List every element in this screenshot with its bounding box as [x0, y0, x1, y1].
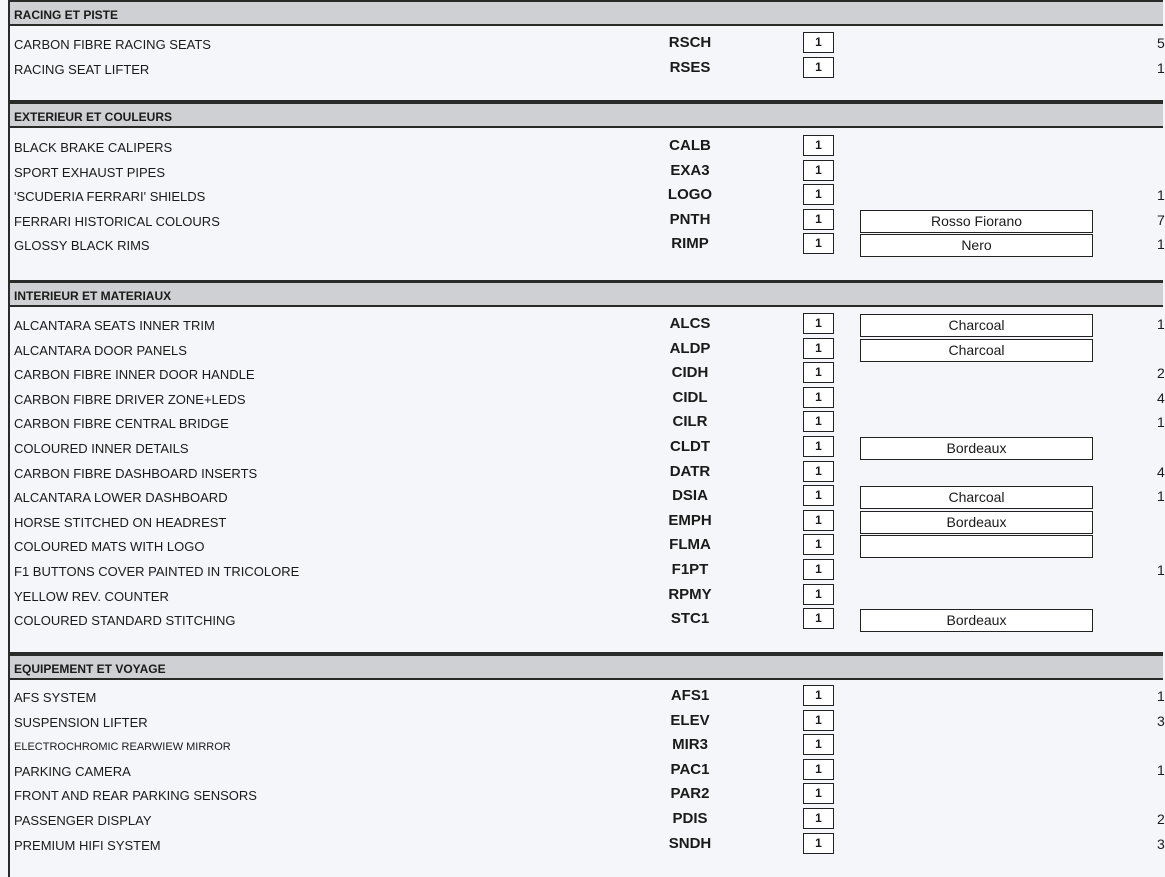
option-code: DSIA — [672, 487, 708, 505]
option-code: FLMA — [669, 536, 711, 554]
option-row — [10, 135, 1163, 159]
option-price: 2 — [1157, 365, 1165, 382]
option-row — [10, 734, 1163, 758]
option-code: EMPH — [668, 511, 712, 529]
option-description: CARBON FIBRE DASHBOARD INSERTS — [14, 465, 258, 481]
option-description: PREMIUM HIFI SYSTEM — [14, 837, 161, 853]
quantity-box: 1 — [803, 559, 834, 580]
section-header: INTERIEUR ET MATERIAUX — [10, 281, 1163, 307]
option-description: RACING SEAT LIFTER — [14, 61, 150, 77]
option-colour-box: Nero — [860, 234, 1093, 257]
quantity-box: 1 — [803, 184, 834, 205]
quantity-box: 1 — [803, 510, 834, 531]
quantity-box: 1 — [803, 313, 834, 334]
option-code: EXA3 — [670, 161, 710, 179]
option-row — [10, 608, 1163, 632]
option-row — [10, 338, 1163, 362]
option-code: SNDH — [668, 834, 712, 852]
quantity-box: 1 — [803, 32, 834, 53]
quantity-box: 1 — [803, 338, 834, 359]
option-description: AFS SYSTEM — [14, 690, 97, 705]
option-row — [10, 184, 1163, 208]
quantity-box: 1 — [803, 759, 834, 780]
quantity-box: 1 — [803, 57, 834, 78]
option-description: CARBON FIBRE DRIVER ZONE+LEDS — [14, 391, 246, 407]
option-colour-box: Rosso Fiorano — [860, 210, 1093, 233]
option-colour-box: Bordeaux — [860, 609, 1093, 632]
option-row — [10, 833, 1163, 857]
option-description: FERRARI HISTORICAL COLOURS — [14, 213, 220, 229]
quantity-box: 1 — [803, 411, 834, 432]
option-description: COLOURED INNER DETAILS — [14, 441, 189, 456]
section-header: EXTERIEUR ET COULEURS — [10, 102, 1163, 128]
option-description: COLOURED MATS WITH LOGO — [14, 539, 205, 555]
option-row — [10, 461, 1163, 485]
option-colour-box: Bordeaux — [860, 511, 1093, 534]
option-row — [10, 387, 1163, 411]
option-price: 1 — [1157, 562, 1165, 578]
option-description: CARBON FIBRE RACING SEATS — [14, 37, 211, 52]
quantity-box: 1 — [803, 233, 834, 254]
option-code: MIR3 — [672, 736, 708, 754]
option-row — [10, 436, 1163, 460]
option-code: ALDP — [669, 339, 711, 357]
option-description: CARBON FIBRE INNER DOOR HANDLE — [14, 367, 255, 383]
option-description: ALCANTARA SEATS INNER TRIM — [14, 318, 215, 333]
quantity-box: 1 — [803, 783, 834, 804]
option-description: ELECTROCHROMIC REARWIEW MIRROR — [14, 741, 231, 754]
option-code: RIMP — [671, 235, 709, 253]
option-row — [10, 559, 1163, 583]
option-description: HORSE STITCHED ON HEADREST — [14, 514, 227, 530]
option-code: CALB — [669, 137, 711, 154]
option-price: 2 — [1157, 811, 1165, 827]
option-price: 3 — [1157, 712, 1165, 729]
option-code: STC1 — [670, 610, 710, 628]
quantity-box: 1 — [803, 734, 834, 755]
option-price: 1 — [1157, 59, 1165, 76]
option-description: ALCANTARA DOOR PANELS — [14, 342, 187, 358]
option-row — [10, 710, 1163, 734]
option-colour-box: Charcoal — [860, 486, 1093, 509]
option-code: ALCS — [669, 315, 711, 332]
option-row — [10, 759, 1163, 783]
quantity-box: 1 — [803, 608, 834, 629]
option-colour-box: Charcoal — [860, 314, 1093, 337]
option-description: PARKING CAMERA — [14, 763, 131, 779]
quantity-box: 1 — [803, 436, 834, 457]
option-row — [10, 362, 1163, 386]
option-row — [10, 411, 1163, 435]
option-code: F1PT — [671, 561, 709, 578]
quantity-box: 1 — [803, 710, 834, 731]
quantity-box: 1 — [803, 485, 834, 506]
option-price: 4 — [1157, 389, 1165, 406]
option-colour-box: Bordeaux — [860, 437, 1093, 460]
quantity-box: 1 — [803, 534, 834, 555]
option-colour-box — [860, 535, 1093, 558]
option-description: GLOSSY BLACK RIMS — [14, 238, 150, 254]
option-description: BLACK BRAKE CALIPERS — [14, 140, 173, 155]
option-row — [10, 233, 1163, 257]
quantity-box: 1 — [803, 135, 834, 156]
section-header: RACING ET PISTE — [10, 0, 1163, 26]
option-row — [10, 160, 1163, 184]
option-price: 1 — [1157, 316, 1165, 332]
option-code: PNTH — [669, 210, 711, 228]
option-code: DATR — [669, 462, 711, 480]
quantity-box: 1 — [803, 833, 834, 854]
option-price: 5 — [1157, 35, 1165, 51]
option-row — [10, 485, 1163, 509]
option-description: F1 BUTTONS COVER PAINTED IN TRICOLORE — [14, 564, 300, 579]
option-price: 1 — [1157, 236, 1165, 253]
option-description: 'SCUDERIA FERRARI' SHIELDS — [14, 189, 206, 205]
section-header: EQUIPEMENT ET VOYAGE — [10, 654, 1163, 680]
option-code: CLDT — [670, 438, 710, 455]
option-colour-box: Charcoal — [860, 339, 1093, 362]
option-price: 1 — [1157, 414, 1165, 431]
quantity-box: 1 — [803, 160, 834, 181]
option-row — [10, 685, 1163, 709]
option-code: RPMY — [668, 585, 712, 603]
option-price: 7 — [1157, 211, 1165, 228]
option-code: RSES — [669, 58, 711, 76]
option-row — [10, 808, 1163, 832]
option-row — [10, 209, 1163, 233]
options-sheet — [8, 0, 1163, 877]
option-row — [10, 510, 1163, 534]
option-row — [10, 783, 1163, 807]
option-code: PAR2 — [670, 785, 710, 803]
quantity-box: 1 — [803, 362, 834, 383]
option-code: RSCH — [668, 34, 712, 51]
option-code: AFS1 — [670, 687, 710, 704]
option-price: 1 — [1157, 688, 1165, 704]
option-description: ALCANTARA LOWER DASHBOARD — [14, 490, 228, 506]
option-price: 4 — [1157, 463, 1165, 480]
option-description: YELLOW REV. COUNTER — [14, 588, 169, 604]
option-description: SUSPENSION LIFTER — [14, 714, 148, 730]
quantity-box: 1 — [803, 685, 834, 706]
option-row — [10, 584, 1163, 608]
quantity-box: 1 — [803, 387, 834, 408]
quantity-box: 1 — [803, 209, 834, 230]
option-code: CIDH — [671, 364, 709, 382]
option-code: LOGO — [667, 186, 713, 204]
option-code: PDIS — [672, 810, 708, 827]
option-row — [10, 57, 1163, 81]
option-description: CARBON FIBRE CENTRAL BRIDGE — [14, 416, 229, 432]
option-description: SPORT EXHAUST PIPES — [14, 164, 165, 180]
option-row — [10, 32, 1163, 56]
option-price: 1 — [1157, 488, 1165, 505]
quantity-box: 1 — [803, 584, 834, 605]
option-price: 1 — [1157, 761, 1165, 778]
option-description: PASSENGER DISPLAY — [14, 813, 152, 828]
option-code: CIDL — [672, 388, 708, 406]
option-price: 1 — [1157, 187, 1165, 204]
option-description: FRONT AND REAR PARKING SENSORS — [14, 788, 257, 804]
option-price: 3 — [1157, 835, 1165, 852]
option-row — [10, 313, 1163, 337]
quantity-box: 1 — [803, 461, 834, 482]
quantity-box: 1 — [803, 808, 834, 829]
option-code: ELEV — [670, 711, 710, 729]
option-code: PAC1 — [670, 760, 710, 778]
option-description: COLOURED STANDARD STITCHING — [14, 613, 236, 629]
option-row — [10, 534, 1163, 558]
option-code: CILR — [672, 413, 708, 431]
